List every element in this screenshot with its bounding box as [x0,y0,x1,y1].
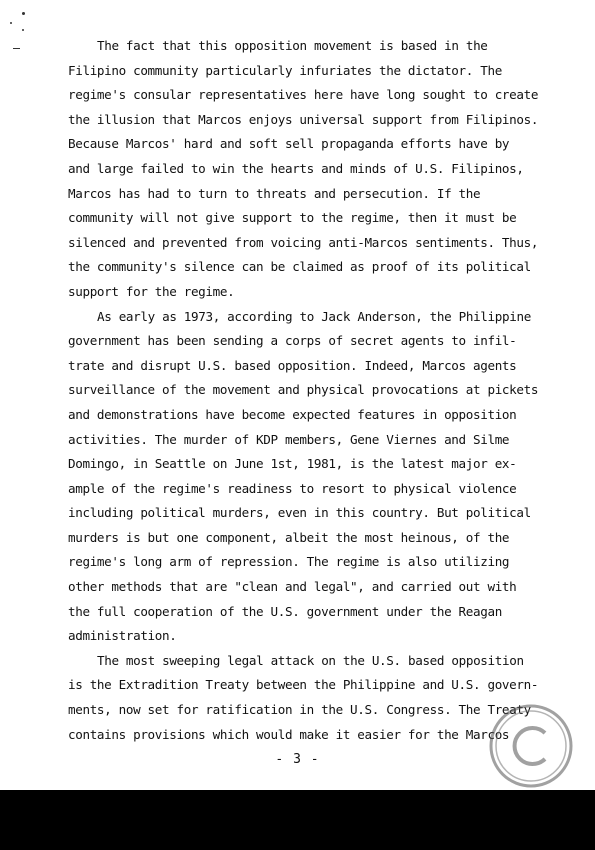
text-line: the illusion that Marcos enjoys universal support from Filipinos. [68,111,539,127]
text-line: silenced and prevented from voicing anti-Marcos sentiments. Thus, [68,234,539,250]
text-line: The fact that this opposition movement is based in the [97,38,488,53]
text-line: is the Extradition Treaty between the Philippine and U.S. govern- [68,677,539,693]
text-line: murders is but one component, albeit the most heinous, of the [68,529,510,545]
text-line: trate and disrupt U.S. based opposition. Indeed, Marcos agents [68,357,517,373]
text-line: Because Marcos' hard and soft sell propaganda efforts have by [68,136,510,152]
copyright-icon [487,702,575,790]
text-line: regime's consular representatives here have long sought to create [68,87,539,103]
text-line: community will not give support to the regime, then it must be [68,210,517,226]
text-line: including political murders, even in this country. But political [68,505,531,521]
text-line: Marcos has had to turn to threats and persecution. If the [68,185,481,201]
text-line: the community's silence can be claimed as proof of its political [68,259,531,275]
scan-speck [22,12,25,15]
document-body [68,34,568,747]
text-line: Domingo, in Seattle on June 1st, 1981, is the latest major ex- [68,456,517,472]
text-line: regime's long arm of repression. The regime is also utilizing [68,554,510,570]
text-line: ments, now set for ratification in the U.S. Congress. The Treaty [68,702,531,718]
text-line: government has been sending a corps of secret agents to infil- [68,333,517,349]
text-line: other methods that are "clean and legal", and carried out with [68,579,517,595]
text-line: support for the regime. [68,283,235,299]
text-line: activities. The murder of KDP members, Gene Viernes and Silme [68,431,510,447]
text-line: As early as 1973, according to Jack Anderson, the Philippine [97,308,531,324]
text-line: administration. [68,628,177,644]
text-line: the full cooperation of the U.S. government under the Reagan [68,603,502,619]
scan-speck [10,22,12,24]
text-line: and demonstrations have become expected features in opposition [68,406,517,422]
text-line: surveillance of the movement and physical provocations at pickets [68,382,539,398]
scan-bottom-band [0,790,595,850]
page-number: - 3 - [275,752,320,767]
text-line: The most sweeping legal attack on the U.S. based opposition [97,652,524,668]
scan-speck [22,29,24,31]
text-line: contains provisions which would make it easier for the Marcos [68,726,510,742]
text-line: and large failed to win the hearts and minds of U.S. Filipinos, [68,160,524,176]
scan-speck [13,48,20,49]
text-line: Filipino community particularly infuriates the dictator. The [68,62,502,78]
text-line: ample of the regime's readiness to resort to physical violence [68,480,517,496]
